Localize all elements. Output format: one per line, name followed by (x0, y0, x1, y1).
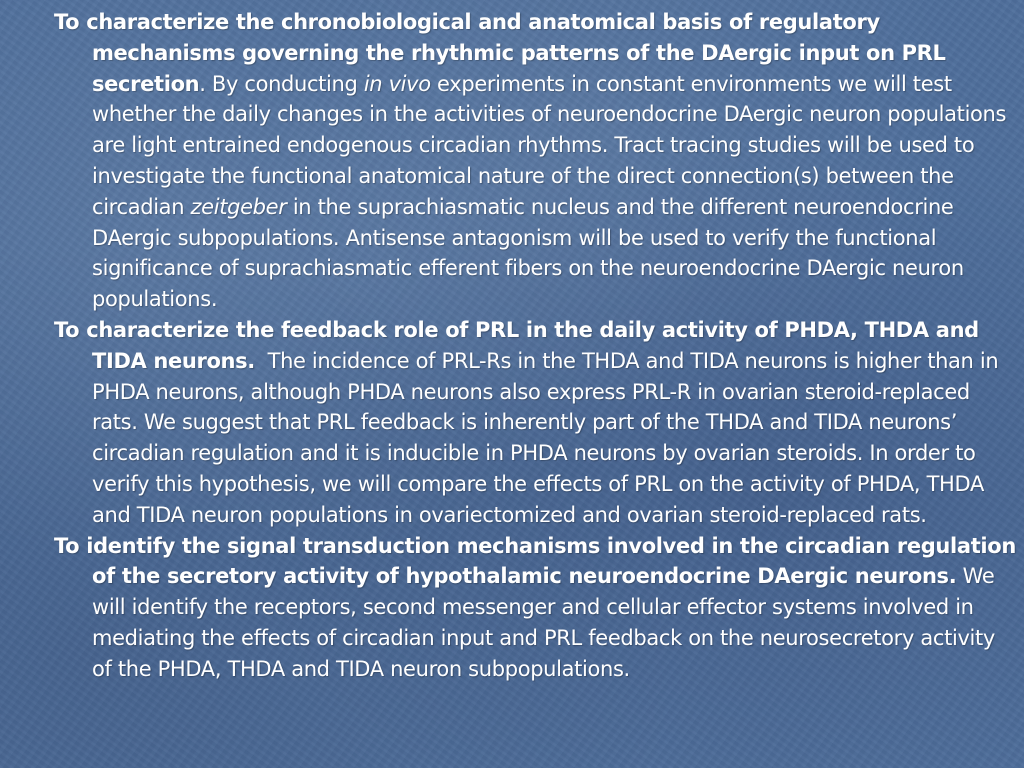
objective-item-3 (54, 531, 1016, 685)
objective-item-1 (54, 7, 1016, 315)
objective-2-body: The incidence of PRL-Rs in the THDA and TIDA neurons is higher than in PHDA neurons, although PHDA neurons also express PRL-R in ovarian steroid-replaced rats. We suggest that PRL feedback is inherently part of the THDA and TIDA neurons’ circadian regulation and it is inducible in PHDA neurons by ovarian steroids. In order to verify this hypothesis, we will compare the effects of PRL on the activity of PHDA, THDA and TIDA neuron populations in ovariectomized and ovarian steroid-replaced rats. (92, 348, 1005, 527)
objective-1-heading: To characterize the chronobiological and anatomical basis of regulatory mechanisms governing the rhythmic patterns of the DAergic input on PRL secretion (54, 10, 946, 96)
objective-1-italic-zeitgeber: zeitgeber (190, 194, 287, 219)
objective-1-italic-in-vivo: in vivo (363, 71, 431, 96)
objective-1-body-part-2: experiments in constant environments we will test whether the daily changes in the activities of neuroendocrine DAergic neuron populations are light entrained endogenous circadian rhythms. Tract tracing studies will be used to investigate the functional anatomical nature of the direct connection(s) between the circadian (92, 71, 1007, 219)
objective-3-body: We will identify the receptors, second messenger and cellular effector systems involved in mediating the effects of circadian input and PRL feedback on the neurosecretory activity of the PHDA, THDA and TIDA neuron subpopulations. (92, 564, 995, 681)
objective-1-body-part-3: in the suprachiasmatic nucleus and the different neuroendocrine DAergic subpopulations. Antisense antagonism will be used to verify the functional significance of suprachiasmatic efferent fibers on the neuroendocrine DAergic neuron populations. (92, 194, 964, 312)
objective-2-heading: To characterize the feedback role of PRL in the daily activity of PHDA, THDA and TIDA neurons. (54, 317, 979, 373)
objective-3-heading: To identify the signal transduction mechanisms involved in the circadian regulation of the secretory activity of hypothalamic neuroendocrine DAergic neurons. (54, 533, 1016, 589)
objective-1-body-part-1: . By conducting (199, 71, 364, 96)
objective-item-2 (54, 315, 1016, 531)
slide-body (54, 7, 1016, 685)
